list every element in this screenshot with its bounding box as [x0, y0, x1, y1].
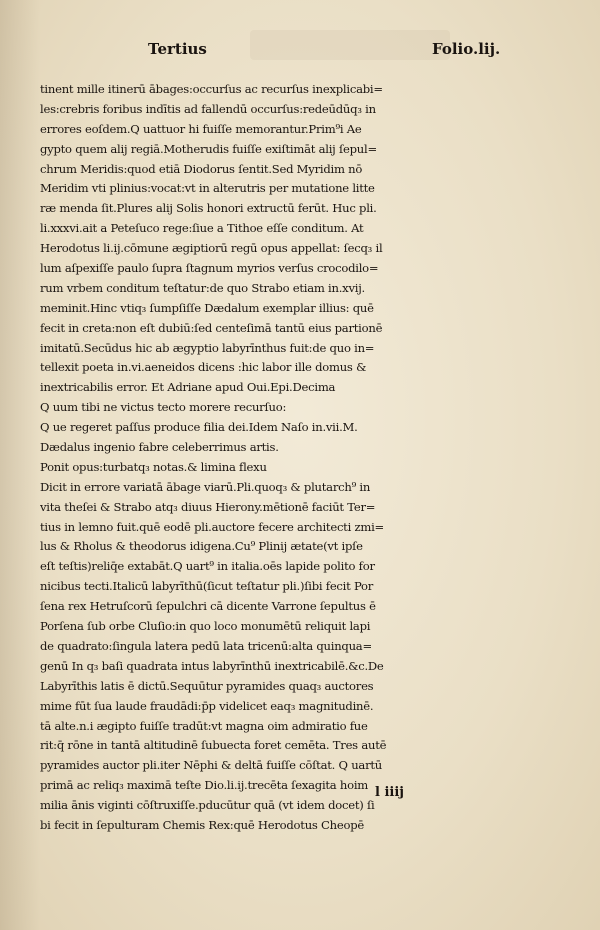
- text-line: Ponit opus:turbatq₃ notas.& limina flexu: [40, 459, 267, 474]
- gutter-shadow: [0, 0, 40, 930]
- text-line: Q ue regeret paſſus produce filia dei.Idem Naſo in.vii.M.: [40, 420, 358, 435]
- text-line: tā alte.n.i ægipto fuiſſe tradūt:vt magna oim admiratio fue: [40, 718, 368, 733]
- text-line: bi fecit in ſepulturam Chemis Rex:quē Herodotus Cheopē: [40, 817, 365, 832]
- text-line: de quadrato:ſingula latera pedū lata tricenū:alta quinqua=: [40, 638, 372, 653]
- text-line: vita theſei & Strabo atq₃ diuus Hierony.mētionē faciūt Ter=: [40, 499, 376, 514]
- text-line: errores eoſdem.Q uattuor hi fuiſſe memorantur.Prim⁹i Ae: [40, 121, 362, 136]
- text-line: tius in lemno fuit.quē eodē pli.auctore fecere architecti zmi=: [40, 519, 385, 534]
- text-line: imitatū.Secūdus hic ab ægyptio labyrīnthus fuit:de quo in=: [40, 340, 375, 355]
- text-line: tinent mille itinerū ābages:occurſus ac recurſus inexplicabi=: [40, 82, 383, 96]
- text-line: primā ac reliq₃ maximā teſte Dio.li.ij.trecēta ſexagita hoim: [40, 778, 369, 793]
- folio-number: Folio.lij.: [432, 40, 501, 58]
- text-line: meminit.Hinc vtiq₃ ſumpſiſſe Dædalum exemplar illius: quē: [40, 300, 374, 315]
- text-line: Porſena ſub orbe Cluſio:in quo loco monumētū reliquit lapi: [40, 619, 371, 634]
- text-line: lus & Rholus & theodorus idigena.Cu⁹ Plinij ætate(vt ipſe: [40, 539, 363, 554]
- text-line: chrum Meridis:quod etiā Diodorus ſentit.Sed Myridim nō: [40, 161, 363, 176]
- text-line: nicibus tecti.Italicū labyrīthū(ſicut teſtatur pli.)ſibi fecit Por: [40, 579, 374, 594]
- text-line: pyramides auctor pli.iter Nēphi & deltā fuiſſe cōſtat. Q uartū: [40, 758, 382, 773]
- text-line: Dicit in errore variatā ābage viarū.Pli.quoq₃ & plutarch⁹ in: [40, 479, 371, 494]
- text-line: Q uum tibi ne victus tecto morere recurſuo:: [40, 400, 287, 415]
- text-line: Herodotus li.ij.cōmune ægiptiorū regū opus appellat: ſecq₃ il: [40, 241, 383, 256]
- running-head: Tertius: [148, 40, 207, 58]
- text-line: milia ānis viginti cōſtruxiſſe.pducūtur quā (vt idem docet) ſi: [40, 798, 375, 813]
- text-line: eſt teſtis)reliq̄e extabāt.Q uart⁹ in italia.oēs lapide polito for: [40, 559, 375, 574]
- text-line: genū In q₃ baſi quadrata intus labyrīnthū inextricabilē.&c.De: [40, 658, 384, 673]
- text-line: rit:q̄ rōne in tantā altitudinē ſubuecta foret cemēta. Tres autē: [40, 738, 387, 753]
- text-line: Labyrīthis latis ē dictū.Sequūtur pyramides quaq₃ auctores: [40, 678, 374, 693]
- body-text: [40, 80, 570, 836]
- text-line: gypto quem alij regiā.Motherudis fuiſſe exiſtimāt alij ſepul=: [40, 141, 377, 156]
- text-line: Dædalus ingenio fabre celeberrimus artis.: [40, 440, 279, 455]
- text-line: fecit in creta:non eſt dubiū:ſed centeſimā tantū eius partionē: [40, 320, 383, 335]
- text-line: les:crebris foribus indītis ad fallendū occurſus:redeūdūq₃ in: [40, 101, 376, 116]
- page-header: [40, 40, 560, 66]
- text-line: inextricabilis error. Et Adriane apud Oui.Epi.Decima: [40, 380, 336, 395]
- text-line: ræ menda ſit.Plures alij Solis honori extructū ferūt. Huc pli.: [40, 201, 377, 216]
- text-line: lum aſpexiſſe paulo ſupra ſtagnum myrios verſus crocodilo=: [40, 261, 379, 276]
- text-line: tellexit poeta in.vi.aeneidos dicens :hic labor ille domus &: [40, 360, 367, 375]
- text-line: rum vrbem conditum teſtatur:de quo Strabo etiam in.xvij.: [40, 280, 365, 295]
- signature-mark: l iiij: [375, 785, 404, 800]
- text-line: ſena rex Hetruſcorū ſepulchri cā dicente Varrone ſepultus ē: [40, 599, 376, 614]
- text-line: Meridim vti plinius:vocat:vt in alterutris per mutatione litte: [40, 181, 375, 196]
- text-line: li.xxxvi.ait a Peteſuco rege:ſiue a Tithoe eſſe conditum. At: [40, 221, 364, 236]
- text-line: mime fūt ſua laude fraudādi:p̄p videlicet eaq₃ magnitudinē.: [40, 698, 374, 713]
